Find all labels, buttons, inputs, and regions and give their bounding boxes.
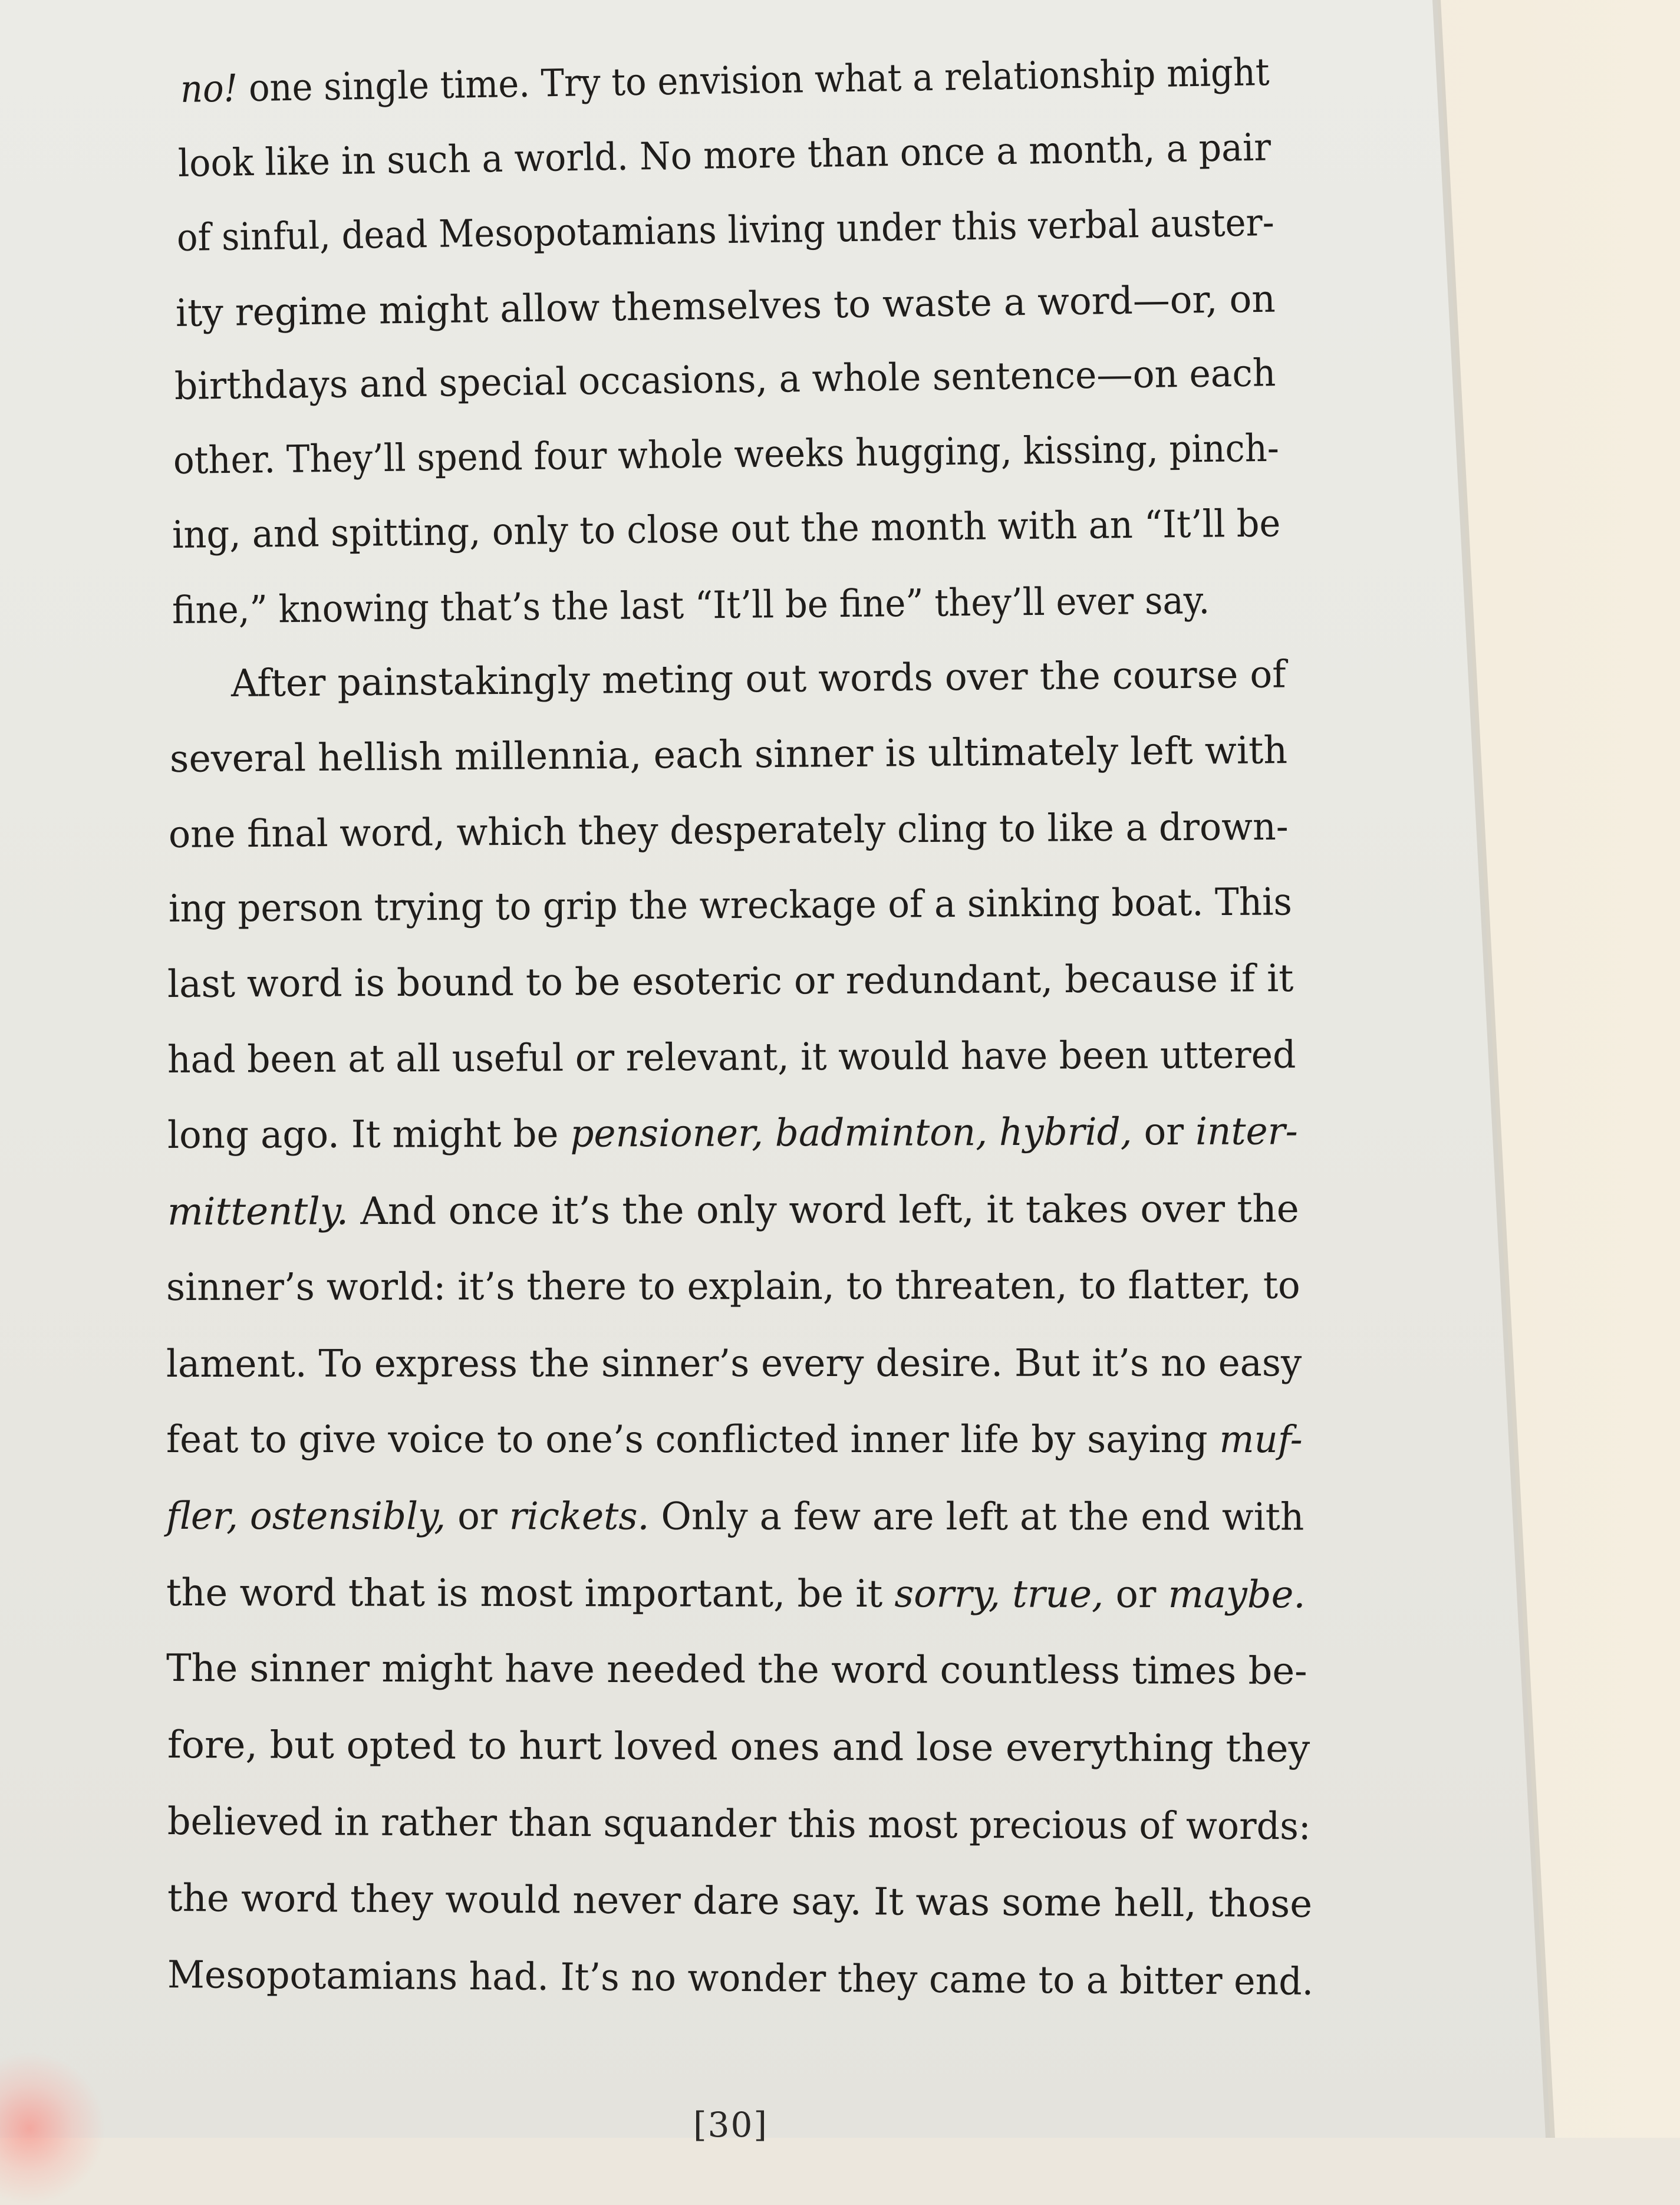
text-line: had been at all useful or relevant, it would have been uttered [167,1033,1296,1082]
text-line: Mesopotamians had. It’s no wonder they came to a bitter end. [167,1953,1314,2004]
text-line: of sinful, dead Mesopotamians living under this verbal auster- [176,201,1275,260]
text-line: birthdays and special occasions, a whole sentence—on each [174,351,1276,409]
text-line: last word is bound to be esoteric or redundant, because if it [167,956,1294,1006]
text-line: long ago. It might be pensioner, badminton, hybrid, or inter- [167,1110,1298,1157]
text-line: fine,” knowing that’s the last “It’ll be fine” they’ll ever say. [172,579,1210,633]
text-line: ing person trying to grip the wreckage of a sinking boat. This [168,880,1293,931]
text-line: fore, but opted to hurt loved ones and lose everything they [167,1723,1310,1771]
text-line: no! one single time. Try to envision what a relationship might [180,50,1270,111]
text-line: The sinner might have needed the word countless times be- [166,1647,1307,1694]
text-line: ing, and spitting, only to close out the month with an “It’ll be [172,502,1281,557]
text-line: After painstakingly meting out words over the course of [230,653,1286,706]
text-line: several hellish millennia, each sinner is ultimately left with [169,729,1288,781]
text-line: mittently. And once it’s the only word left, it takes over the [167,1187,1299,1234]
text-line: the word they would never dare say. It was some hell, those [167,1877,1313,1927]
text-line: lament. To express the sinner’s every desire. But it’s no easy [166,1341,1302,1386]
text-line: fler, ostensibly, or rickets. Only a few are left at the end with [166,1495,1305,1539]
page-number: [30] [693,2105,769,2145]
text-line: feat to give voice to one’s conflicted inner life by saying muf- [166,1418,1303,1462]
text-line: look like in such a world. No more than once a month, a pair [177,126,1271,186]
text-line: ity regime might allow themselves to waste a word—or, on [175,277,1276,335]
text-line: the word that is most important, be it sorry, true, or maybe. [166,1571,1306,1617]
text-line: one final word, which they desperately cling to like a drown- [168,805,1289,857]
text-line: other. They’ll spend four whole weeks hugging, kissing, pinch- [173,426,1280,483]
text-line: sinner’s world: it’s there to explain, to threaten, to flatter, to [166,1263,1300,1309]
text-line: believed in rather than squander this most precious of words: [167,1800,1311,1849]
